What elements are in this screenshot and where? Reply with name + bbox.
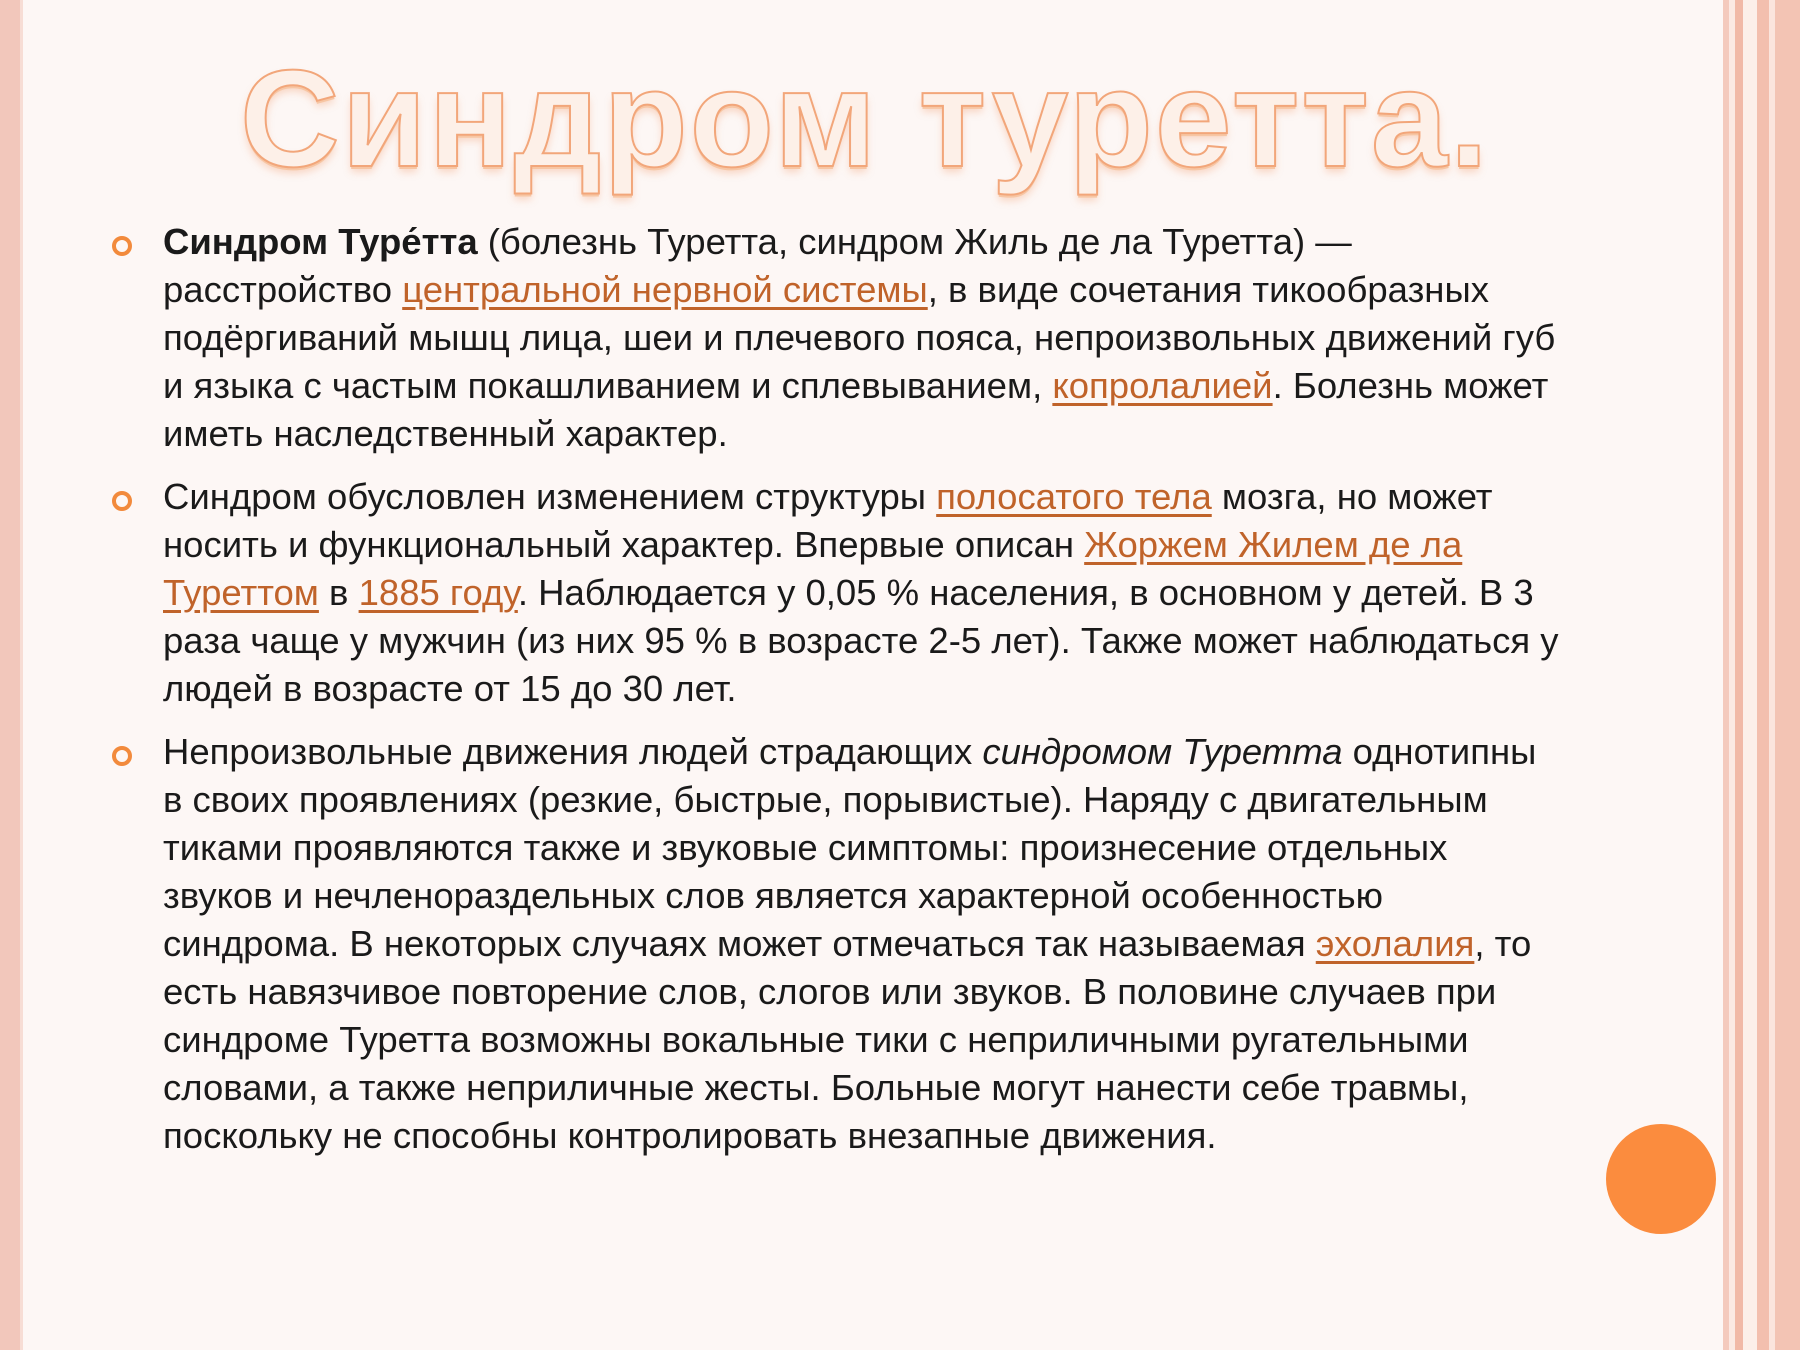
bullet-item-1 <box>110 218 1560 458</box>
text-segment: Синдром обусловлен изменением структуры <box>163 476 937 517</box>
bullet-text <box>163 476 1559 709</box>
bullet-item-2 <box>110 473 1560 713</box>
bullet-ring-icon <box>112 491 132 511</box>
text-segment: , то есть навязчивое повторение слов, слогов или звуков. В половине случаев при синдроме Туретта возможны вокальные тики с неприличными ругательными словами, а также неприличные жесты. Больные могут нанести себе травмы, поскольку не способны контролировать внезапные движения. <box>163 923 1532 1156</box>
link-striatum[interactable]: полосатого тела <box>936 476 1212 517</box>
bullet-item-3 <box>110 728 1560 1160</box>
link-tourette-person[interactable]: Жоржем Жилем де ла Туреттом <box>163 524 1463 613</box>
text-segment: однотипны в своих проявлениях (резкие, быстрые, порывистые). Наряду с двигательным тиками проявляются также и звуковые симптомы: произнесение отдельных звуков и нечленораздельных слов является характерной особенностью синдрома. В некоторых случаях может отмечаться так называемая <box>163 731 1537 964</box>
bullet-text <box>163 731 1536 1156</box>
right-stripe-5 <box>1757 0 1769 1350</box>
term-italic: синдромом Туретта <box>982 731 1343 772</box>
right-stripe-7 <box>1775 0 1800 1350</box>
slide-title: Синдром туретта. <box>239 42 1491 196</box>
link-year-1885[interactable]: 1885 году <box>358 572 518 613</box>
text-segment: , в виде сочетания тикообразных подёргиваний мышц лица, шеи и плечевого пояса, непроизвольных движений губ и языка с частым покашливанием и сплевыванием, <box>163 269 1556 406</box>
term-bold: Синдром Туре́тта <box>163 221 478 262</box>
text-segment: . Наблюдается у 0,05 % населения, в основном у детей. В 3 раза чаще у мужчин (из них 95 % в возрасте 2-5 лет). Также может наблюдаться у людей в возрасте от 15 до 30 лет. <box>163 572 1559 709</box>
text-segment: в <box>318 572 359 613</box>
link-coprolalia[interactable]: копролалией <box>1052 365 1273 406</box>
right-stripe-3 <box>1735 0 1743 1350</box>
right-stripe-4 <box>1743 0 1757 1350</box>
left-decorative-stripe <box>0 0 20 1350</box>
text-segment: . Болезнь может иметь наследственный характер. <box>163 365 1549 454</box>
link-cns[interactable]: центральной нервной системы <box>402 269 928 310</box>
text-segment: Непроизвольные движения людей страдающих <box>163 731 983 772</box>
decorative-orange-circle <box>1606 1124 1716 1234</box>
bullet-text <box>163 221 1555 454</box>
link-echolalia[interactable]: эхолалия <box>1315 923 1475 964</box>
text-segment: (болезнь Туретта, синдром Жиль де ла Туретта) — расстройство <box>163 221 1352 310</box>
bullet-ring-icon <box>112 236 132 256</box>
bullet-ring-icon <box>112 746 132 766</box>
text-segment: мозга, но может носить и функциональный характер. Впервые описан <box>163 476 1493 565</box>
bullet-list <box>110 218 1560 1175</box>
